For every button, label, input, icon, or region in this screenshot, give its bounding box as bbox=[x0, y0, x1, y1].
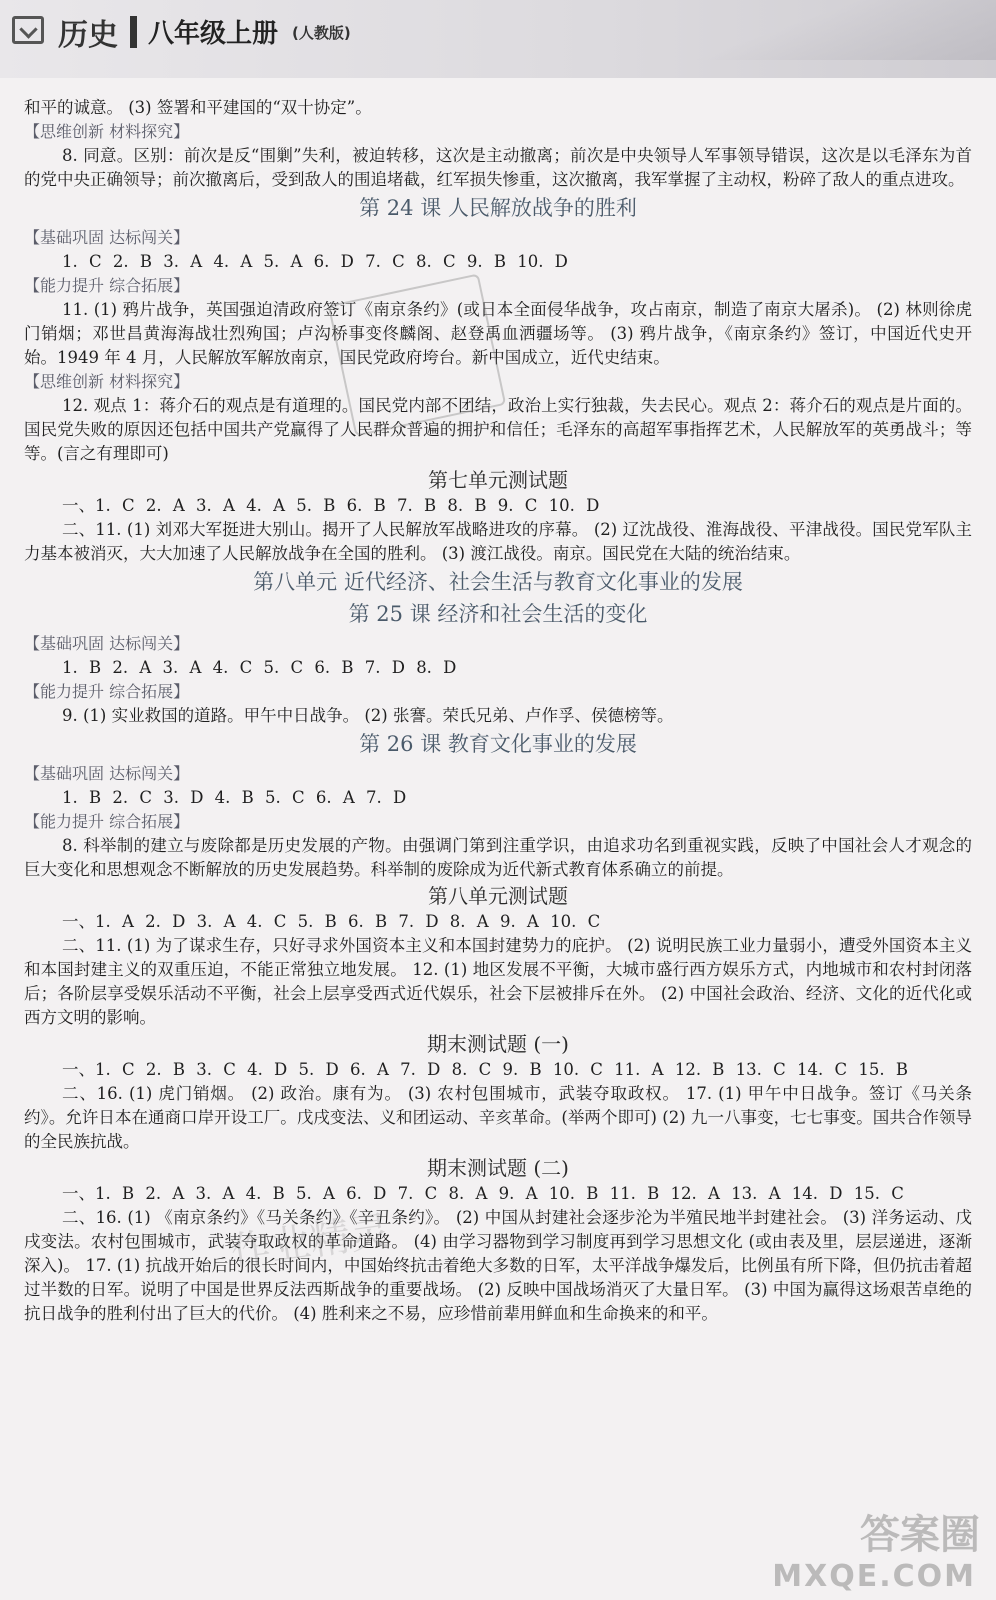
answer-paragraph: 二、16. (1) 虎门销烟。 (2) 政治。康有为。 (3) 农村包围城市，武装夺取政权。 17. (1) 甲午中日战争。签订《马关条约》。允许日本在通商口岸开设工厂。戊戌变法、义和团运动、辛亥革命。(举两个即可) (2) 九一八事变，七七事变。国共合作领导的全民族抗战。 bbox=[24, 1084, 972, 1151]
section-tag: 【能力提升 综合拓展】 bbox=[24, 682, 190, 701]
text-watermark: 作业精灵 bbox=[228, 1208, 393, 1276]
section-tag: 【基础巩固 达标闯关】 bbox=[24, 764, 190, 783]
page-header bbox=[0, 0, 996, 78]
test-title: 期末测试题 (二) bbox=[427, 1156, 569, 1180]
lesson-title: 第 24 课 人民解放战争的胜利 bbox=[359, 196, 637, 220]
answer-paragraph: 11. (1) 鸦片战争，英国强迫清政府签订《南京条约》(或日本全面侵华战争，攻占南京，制造了南京大屠杀)。 (2) 林则徐虎门销烟；邓世昌黄海海战壮烈殉国；卢沟桥事变佟麟阁、赵登禹血洒疆场等。 (3) 鸦片战争，《南京条约》签订，中国近代史开始。1949 年 4 月，人民解放军解放南京，国民党政府垮台。新中国成立，近代史结束。 bbox=[24, 300, 972, 367]
subject-title: 历史 bbox=[58, 18, 118, 53]
header-divider bbox=[130, 16, 137, 48]
section-tag: 【思维创新 材料探究】 bbox=[24, 372, 190, 391]
grade-title: 八年级上册 bbox=[148, 19, 279, 49]
answer-line: 1. B 2. A 3. A 4. C 5. C 6. B 7. D 8. D bbox=[62, 658, 457, 677]
section-tag: 【能力提升 综合拓展】 bbox=[24, 812, 190, 831]
brand-watermark: 答案圈 bbox=[860, 1512, 980, 1558]
section-tag: 【能力提升 综合拓展】 bbox=[24, 276, 190, 295]
url-watermark: MXQE.COM bbox=[772, 1559, 976, 1594]
answer-paragraph: 二、11. (1) 为了谋求生存，只好寻求外国资本主义和本国封建势力的庇护。 (2) 说明民族工业力量弱小，遭受外国资本主义和本国封建主义的双重压迫，不能正常独立地发展。 12. (1) 地区发展不平衡，大城市盛行西方娱乐方式，内地城市和农村封闭落后；各阶层享受娱乐活动不平衡，社会上层享受西式近代娱乐，社会下层被排斥在外。 (2) 中国社会政治、经济、文化的近代化或西方文明的影响。 bbox=[24, 936, 972, 1027]
answer-paragraph: 8. 科举制的建立与废除都是历史发展的产物。由强调门第到注重学识，由追求功名到重视实践，反映了中国社会人才观念的巨大变化和思想观念不断解放的历史发展趋势。科举制的废除成为近代新式教育体系确立的前提。 bbox=[24, 836, 972, 879]
answer-content bbox=[24, 96, 972, 1326]
answer-line: 1. B 2. C 3. D 4. B 5. C 6. A 7. D bbox=[62, 788, 407, 807]
section-tag: 【思维创新 材料探究】 bbox=[24, 122, 190, 141]
answer-paragraph: 12. 观点 1：蒋介石的观点是有道理的。国民党内部不团结，政治上实行独裁，失去民心。观点 2：蒋介石的观点是片面的。国民党失败的原因还包括中国共产党赢得了人民群众普遍的拥护和信任；毛泽东的高超军事指挥艺术，人民解放军的英勇战斗；等等。(言之有理即可) bbox=[24, 396, 972, 463]
section-tag: 【基础巩固 达标闯关】 bbox=[24, 228, 190, 247]
book-logo-icon bbox=[12, 16, 44, 44]
lesson-title: 第 25 课 经济和社会生活的变化 bbox=[348, 602, 648, 626]
answer-line: 1. C 2. B 3. A 4. A 5. A 6. D 7. C 8. C 9. B 10. D bbox=[62, 252, 568, 271]
test-title: 第七单元测试题 bbox=[428, 468, 568, 492]
answer-paragraph: 二、16. (1) 《南京条约》《马关条约》《辛丑条约》。 (2) 中国从封建社会逐步沦为半殖民地半封建社会。 (3) 洋务运动、戊戌变法。农村包围城市，武装夺取政权的革命道路。 (4) 由学习器物到学习制度再到学习思想文化 (或由表及里，层层递进，逐渐深入)。 17. (1) 抗战开始后的很长时间内，中国始终抗击着绝大多数的日军，太平洋战争爆发后，比例虽有所下降，但仍抗击着超过半数的日军。说明了中国是世界反法西斯战争的重要战场。 (2) 反映中国战场消灭了大量日军。 (3) 中国为赢得这场艰苦卓绝的抗日战争的胜利付出了巨大的代价。 (4) 胜利来之不易，应珍惜前辈用鲜血和生命换来的和平。 bbox=[24, 1208, 972, 1323]
answer-line: 一、1. A 2. D 3. A 4. C 5. B 6. B 7. D 8. A 9. A 10. C bbox=[62, 912, 601, 931]
lesson-title: 第八单元 近代经济、社会生活与教育文化事业的发展 bbox=[253, 570, 743, 594]
paragraph: 和平的诚意。 (3) 签署和平建国的“双十协定”。 bbox=[24, 98, 372, 117]
test-title: 第八单元测试题 bbox=[428, 884, 568, 908]
answer-paragraph: 9. (1) 实业救国的道路。甲午中日战争。 (2) 张謇。荣氏兄弟、卢作孚、侯德榜等。 bbox=[62, 706, 674, 725]
section-tag: 【基础巩固 达标闯关】 bbox=[24, 634, 190, 653]
answer-line: 一、1. C 2. B 3. C 4. D 5. D 6. A 7. D 8. C 9. B 10. C 11. A 12. B 13. C 14. C 15. B bbox=[62, 1060, 908, 1079]
answer-line: 一、1. B 2. A 3. A 4. B 5. A 6. D 7. C 8. A 9. A 10. B 11. B 12. A 13. A 14. D 15. C bbox=[62, 1184, 904, 1203]
answer-paragraph: 二、11. (1) 刘邓大军挺进大别山。揭开了人民解放军战略进攻的序幕。 (2) 辽沈战役、淮海战役、平津战役。国民党军队主力基本被消灭，大大加速了人民解放战争在全国的胜利。 (3) 渡江战役。南京。国民党在大陆的统治结束。 bbox=[24, 520, 972, 563]
header-decoration bbox=[656, 0, 996, 60]
answer-paragraph: 8. 同意。区别：前次是反“围剿”失利，被迫转移，这次是主动撤离；前次是中央领导人军事领导错误，这次是以毛泽东为首的党中央正确领导；前次撤离后，受到敌人的围追堵截，红军损失惨重，这次撤离，我军掌握了主动权，粉碎了敌人的重点进攻。 bbox=[24, 146, 972, 189]
answer-line: 一、1. C 2. A 3. A 4. A 5. B 6. B 7. B 8. B 9. C 10. D bbox=[62, 496, 600, 515]
edition-label: (人教版) bbox=[292, 24, 351, 42]
test-title: 期末测试题 (一) bbox=[427, 1032, 569, 1056]
lesson-title: 第 26 课 教育文化事业的发展 bbox=[359, 732, 637, 756]
